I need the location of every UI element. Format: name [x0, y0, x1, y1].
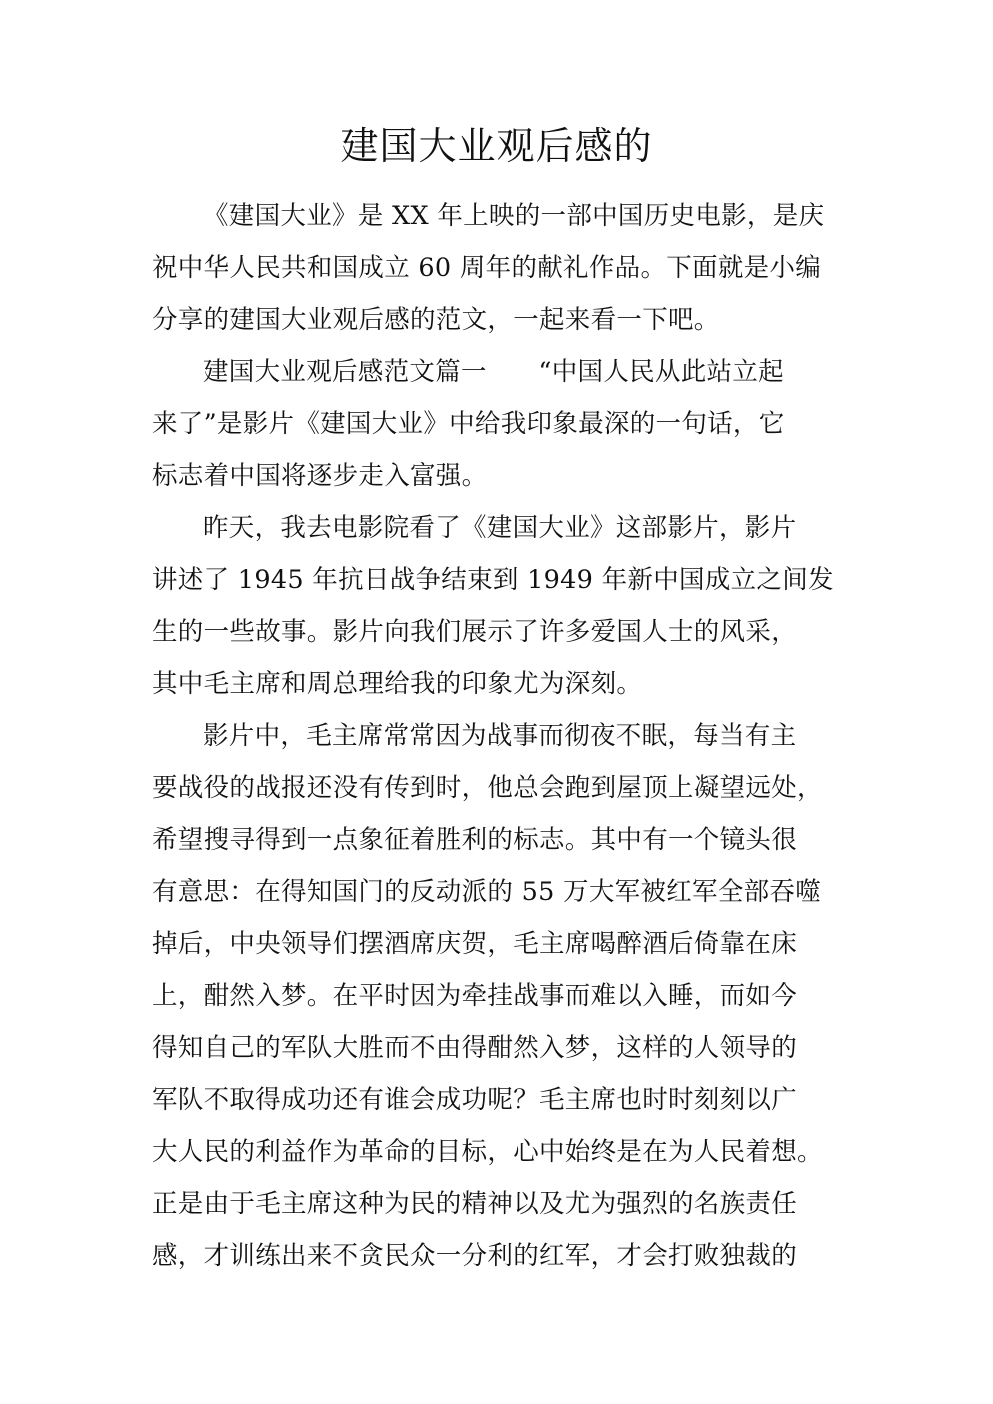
text-line: 正是由于毛主席这种为民的精神以及尤为强烈的名族责任 [152, 1189, 798, 1219]
text-line: 上，酣然入梦。在平时因为牵挂战事而难以入睡，而如今 [152, 981, 798, 1011]
text-line: 讲述了 1945 年抗日战争结束到 1949 年新中国成立之间发 [152, 565, 834, 595]
text-line: 分享的建国大业观后感的范文，一起来看一下吧。 [152, 305, 720, 335]
text-line: 要战役的战报还没有传到时，他总会跑到屋顶上凝望远处， [152, 773, 823, 803]
text-line: 生的一些故事。影片向我们展示了许多爱国人士的风采， [152, 617, 798, 647]
text-line: 建国大业观后感范文篇一 “中国人民从此站立起 [203, 357, 784, 387]
text-line: 有意思：在得知国门的反动派的 55 万大军被红军全部吞噬 [152, 877, 822, 907]
text-line: 得知自己的军队大胜而不由得酣然入梦，这样的人领导的 [152, 1033, 798, 1063]
document-title: 建国大业观后感的 [340, 124, 653, 168]
text-line: 《建国大业》是 XX 年上映的一部中国历史电影，是庆 [203, 201, 825, 231]
text-line: 祝中华人民共和国成立 60 周年的献礼作品。下面就是小编 [152, 253, 822, 283]
text-line: 掉后，中央领导们摆酒席庆贺，毛主席喝醉酒后倚靠在床 [152, 929, 798, 959]
text-line: 影片中，毛主席常常因为战事而彻夜不眠，每当有主 [203, 721, 797, 751]
text-line: 军队不取得成功还有谁会成功呢？毛主席也时时刻刻以广 [152, 1085, 798, 1115]
text-line: 昨天，我去电影院看了《建国大业》这部影片，影片 [203, 513, 797, 543]
text-line: 希望搜寻得到一点象征着胜利的标志。其中有一个镜头很 [152, 825, 798, 855]
text-line: 大人民的利益作为革命的目标，心中始终是在为人民着想。 [152, 1137, 823, 1167]
text-line: 感，才训练出来不贪民众一分利的红军，才会打败独裁的 [152, 1241, 798, 1271]
text-line: 来了”是影片《建国大业》中给我印象最深的一句话，它 [152, 409, 785, 439]
text-line: 其中毛主席和周总理给我的印象尤为深刻。 [152, 669, 643, 699]
text-line: 标志着中国将逐步走入富强。 [152, 461, 488, 491]
